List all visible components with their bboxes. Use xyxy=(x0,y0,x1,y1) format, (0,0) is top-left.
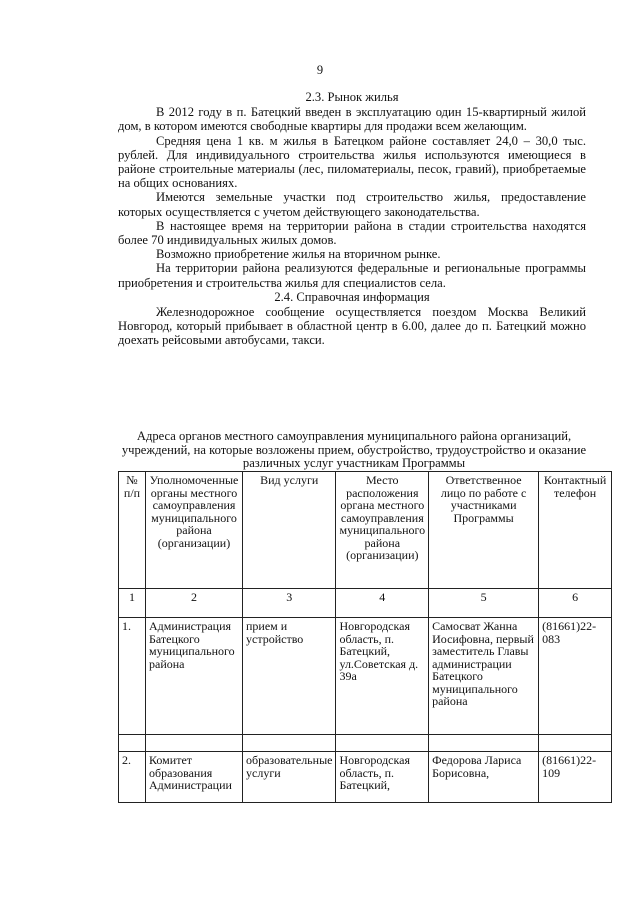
header-cell: № п/п xyxy=(119,472,146,589)
table-cell: Новгородская область, п. Батецкий, ул.Советская д. 39а xyxy=(336,618,429,735)
column-number-row xyxy=(119,589,612,618)
spacer-cell xyxy=(146,735,243,752)
table-cell: 2. xyxy=(119,752,146,803)
table-header-row xyxy=(119,472,612,589)
table-cell: Самосват Жанна Иосифовна, первый заместитель Главы администрации Батецкого муниципального района xyxy=(429,618,539,735)
column-number: 1 xyxy=(119,589,146,618)
spacer-cell xyxy=(336,735,429,752)
paragraph: В настоящее время на территории района в стадии строительства находятся более 70 индивидуальных жилых домов. xyxy=(118,218,586,248)
paragraph: Железнодорожное сообщение осуществляется поездом Москва Великий Новгород, который прибывает в областной центр в 6.00, далее до п. Батецкий можно доехать рейсовыми автобусами, такси. xyxy=(118,305,586,348)
spacer-cell xyxy=(243,735,336,752)
table-spacer-row xyxy=(119,735,612,752)
column-number: 6 xyxy=(539,589,612,618)
paragraph: Средняя цена 1 кв. м жилья в Батецком районе составляет 24,0 – 30,0 тыс. рублей. Для индивидуального строительства жилья используются имеющиеся в районе строительные материалы (лес, пиломатериалы, песок, гравий), приобретаемые на общих основаниях. xyxy=(118,133,586,191)
body-text xyxy=(118,90,586,348)
table-row xyxy=(119,618,612,735)
table-caption: Адреса органов местного самоуправления муниципального района организаций, учреждений, на которые возложены прием, обустройство, трудоустройство и оказание различных услуг участникам Программы xyxy=(121,429,587,470)
column-number: 2 xyxy=(146,589,243,618)
header-cell: Контактный телефон xyxy=(539,472,612,589)
table-cell: (81661)22-109 xyxy=(539,752,612,803)
table-row xyxy=(119,752,612,803)
table-cell: (81661)22-083 xyxy=(539,618,612,735)
column-number: 5 xyxy=(429,589,539,618)
section-heading-housing: 2.3. Рынок жилья xyxy=(305,90,399,104)
column-number: 3 xyxy=(243,589,336,618)
spacer-cell xyxy=(429,735,539,752)
paragraph: Возможно приобретение жилья на вторичном рынке. xyxy=(156,247,441,262)
header-cell: Вид услуги xyxy=(243,472,336,589)
paragraph: В 2012 году в п. Батецкий введен в эксплуатацию один 15-квартирный жилой дом, в котором имеются свободные квартиры для продажи всем желающим. xyxy=(118,105,586,134)
page-number: 9 xyxy=(316,63,324,77)
header-cell: Место расположения органа местного самоуправления муниципального района (организации) xyxy=(336,472,429,589)
table-cell: образовательные услуги xyxy=(243,752,336,803)
table-cell: Комитет образования Администрации xyxy=(146,752,243,803)
header-cell: Уполномоченные органы местного самоуправления муниципального района (организации) xyxy=(146,472,243,589)
spacer-cell xyxy=(539,735,612,752)
table-cell: прием и устройство xyxy=(243,618,336,735)
paragraph: На территории района реализуются федеральные и региональные программы приобретения и строительства жилья для специалистов села. xyxy=(118,261,586,290)
spacer-cell xyxy=(119,735,146,752)
table-cell: 1. xyxy=(119,618,146,735)
table-cell: Новгородская область, п. Батецкий, xyxy=(336,752,429,803)
table-cell: Администрация Батецкого муниципального района xyxy=(146,618,243,735)
table-cell: Федорова Лариса Борисовна, xyxy=(429,752,539,803)
addresses-table xyxy=(118,471,612,803)
paragraph: Имеются земельные участки под строительство жилья, предоставление которых осуществляется с учетом действующего законодательства. xyxy=(118,190,586,219)
column-number: 4 xyxy=(336,589,429,618)
section-heading-reference: 2.4. Справочная информация xyxy=(274,289,430,304)
header-cell: Ответственное лицо по работе с участниками Программы xyxy=(429,472,539,589)
